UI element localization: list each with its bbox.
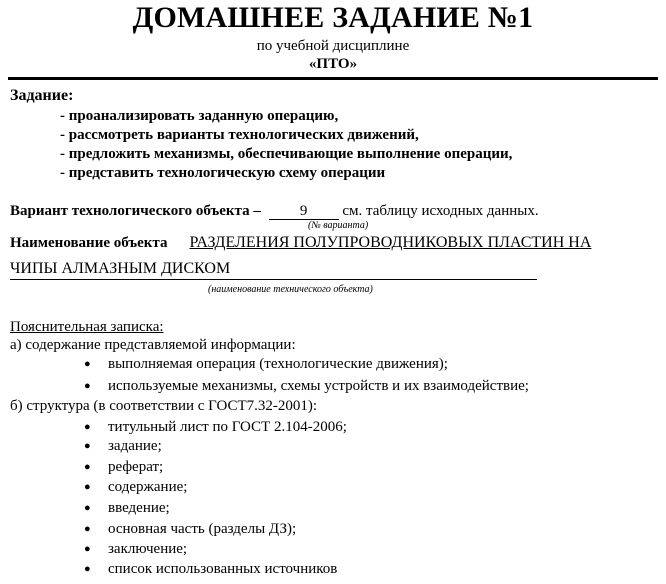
note-heading: Пояснительная записка: — [10, 319, 164, 335]
task-item: - проанализировать заданную операцию, — [60, 108, 339, 124]
bullet-icon: ● — [84, 440, 91, 453]
variant-number: 9 — [269, 203, 339, 220]
object-name-line2: ЧИПЫ АЛМАЗНЫМ ДИСКОМ — [10, 259, 537, 280]
list-item — [84, 560, 337, 579]
variant-suffix: см. таблицу исходных данных. — [342, 203, 539, 219]
list-item — [84, 499, 170, 518]
note-section-a: а) содержание представляемой информации: — [10, 337, 296, 353]
object-label: Наименование объекта — [10, 235, 168, 251]
header-divider — [8, 77, 658, 80]
task-item: - рассмотреть варианты технологических движений, — [60, 127, 419, 143]
list-item-text: выполняемая операция (технологические движения); — [108, 356, 448, 372]
bullet-icon: ● — [84, 563, 91, 576]
page-title: ДОМАШНЕЕ ЗАДАНИЕ №1 — [132, 1, 534, 34]
list-item — [84, 355, 448, 374]
task-item: - предложить механизмы, обеспечивающие выполнение операции, — [60, 146, 513, 162]
object-row-2 — [10, 259, 537, 280]
list-item-text: реферат; — [108, 459, 164, 475]
list-item — [84, 418, 347, 437]
bullet-icon: ● — [84, 358, 91, 371]
task-heading: Задание: — [10, 87, 74, 104]
list-item-text: титульный лист по ГОСТ 2.104-2006; — [108, 419, 347, 435]
variant-row — [10, 202, 539, 221]
note-section-b: б) структура (в соответствии с ГОСТ7.32-2001): — [10, 398, 318, 414]
bullet-icon: ● — [84, 481, 91, 494]
list-item — [84, 540, 187, 559]
list-item — [84, 520, 296, 539]
list-item-text: основная часть (разделы ДЗ); — [108, 521, 297, 537]
list-item — [84, 437, 162, 456]
subtitle: по учебной дисциплине — [256, 38, 410, 54]
list-item-text: список использованных источников — [108, 561, 338, 577]
list-item-text: содержание; — [108, 479, 188, 495]
bullet-icon: ● — [84, 380, 91, 393]
object-caption: (наименование технического объекта) — [208, 284, 373, 295]
bullet-icon: ● — [84, 461, 91, 474]
list-item — [84, 478, 187, 497]
list-item — [84, 377, 529, 396]
bullet-icon: ● — [84, 502, 91, 515]
bullet-icon: ● — [84, 543, 91, 556]
object-name-text-1: РАЗДЕЛЕНИЯ ПОЛУПРОВОДНИКОВЫХ ПЛАСТИН НА — [189, 234, 592, 251]
task-item: - представить технологическую схему операции — [60, 165, 386, 181]
list-item-text: задание; — [108, 438, 162, 454]
list-item-text: используемые механизмы, схемы устройств и их взаимодействие; — [108, 378, 529, 394]
variant-caption: (№ варианта) — [308, 220, 369, 231]
variant-label: Вариант технологического объекта – — [10, 203, 261, 219]
list-item-text: заключение; — [108, 541, 188, 557]
bullet-icon: ● — [84, 421, 91, 434]
bullet-icon: ● — [84, 523, 91, 536]
list-item-text: введение; — [108, 500, 170, 516]
object-name-line1 — [175, 234, 591, 251]
object-row — [10, 233, 591, 253]
discipline-name: «ПТО» — [308, 56, 358, 72]
list-item — [84, 458, 163, 477]
